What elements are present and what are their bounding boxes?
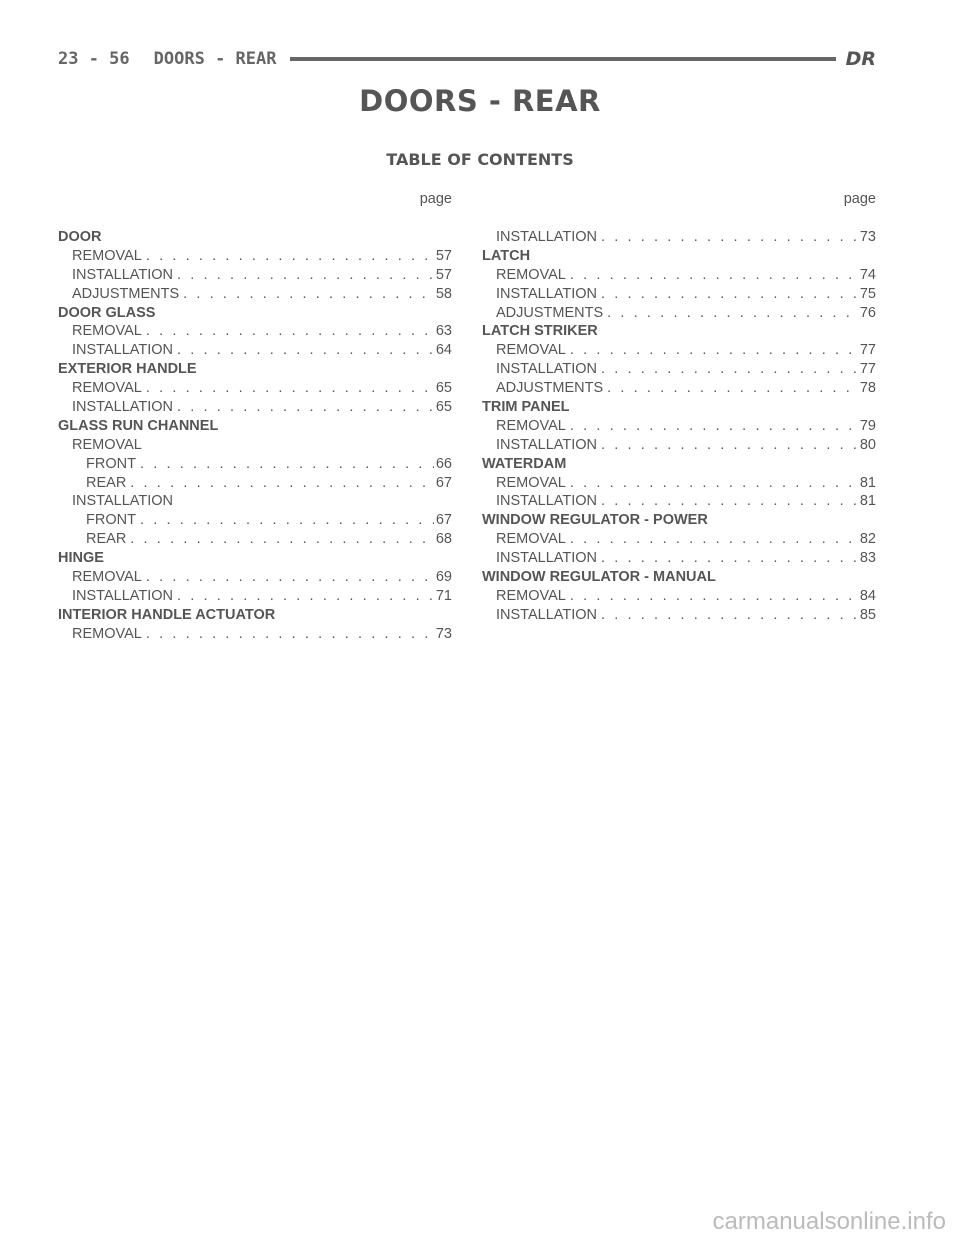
- toc-entry[interactable]: [58, 455, 452, 474]
- toc-section-heading: INTERIOR HANDLE ACTUATOR: [58, 606, 276, 623]
- toc-entry-label: INSTALLATION: [496, 285, 597, 302]
- toc-entry[interactable]: [58, 379, 452, 398]
- toc-entry-page: 84: [859, 587, 876, 604]
- dot-leader: [597, 285, 858, 304]
- toc-section-heading: EXTERIOR HANDLE: [58, 361, 197, 378]
- dot-leader: [603, 304, 858, 323]
- toc-section-heading: DOOR GLASS: [58, 304, 156, 321]
- toc-entry-label: INSTALLATION: [496, 361, 597, 378]
- toc-entry-page: 79: [859, 417, 876, 434]
- toc-entry-label: INSTALLATION: [72, 399, 173, 416]
- toc-entry[interactable]: [482, 228, 876, 247]
- toc-entry-label: INSTALLATION: [72, 342, 173, 359]
- toc-entry-page: 67: [435, 512, 452, 529]
- toc-entry[interactable]: [482, 285, 876, 304]
- toc-entry[interactable]: [482, 606, 876, 625]
- toc-entry-page: 57: [435, 266, 452, 283]
- dot-leader: [597, 360, 858, 379]
- toc-entry[interactable]: [482, 379, 876, 398]
- dot-leader: [173, 341, 434, 360]
- page-column-label: page: [843, 191, 876, 207]
- toc-section-heading: DOOR: [58, 229, 102, 245]
- toc-section-heading: TRIM PANEL: [482, 399, 570, 416]
- dot-leader: [566, 417, 858, 436]
- toc-subheading: INSTALLATION: [72, 493, 173, 510]
- toc-entry-page: 65: [435, 399, 452, 416]
- toc-title: TABLE OF CONTENTS: [386, 150, 574, 169]
- toc-entry[interactable]: [482, 474, 876, 493]
- toc-entry[interactable]: [58, 511, 452, 530]
- toc-entry-label: INSTALLATION: [72, 587, 173, 604]
- toc-entry[interactable]: [482, 266, 876, 285]
- toc-entry-label: INSTALLATION: [496, 229, 597, 245]
- header-rule: [290, 57, 835, 61]
- dot-leader: [597, 228, 858, 247]
- toc-entry-page: 57: [435, 247, 452, 264]
- header-section-title: DOORS - REAR: [153, 49, 277, 69]
- page-title: DOORS - REAR: [359, 84, 601, 118]
- dot-leader: [597, 549, 858, 568]
- dot-leader: [566, 266, 858, 285]
- toc-entry-page: 64: [435, 342, 452, 359]
- page-column-label: page: [419, 191, 452, 207]
- toc-entry[interactable]: [58, 285, 452, 304]
- toc-entry-label: REMOVAL: [496, 266, 566, 283]
- toc-entry-page: 76: [859, 304, 876, 321]
- toc-entry[interactable]: [58, 341, 452, 360]
- dot-leader: [142, 568, 434, 587]
- toc-entry-label: REAR: [86, 474, 127, 491]
- toc-entry[interactable]: [58, 568, 452, 587]
- toc-entry-page: 65: [435, 380, 452, 397]
- toc-entry-page: 71: [435, 587, 452, 604]
- toc-entry-page: 67: [435, 474, 452, 491]
- toc-entry[interactable]: [482, 549, 876, 568]
- dot-leader: [566, 474, 858, 493]
- dot-leader: [126, 474, 434, 493]
- dot-leader: [142, 379, 434, 398]
- dot-leader: [126, 530, 434, 549]
- dot-leader: [566, 530, 858, 549]
- dot-leader: [142, 247, 434, 266]
- toc-entry-page: 58: [435, 285, 452, 302]
- toc-entry-label: INSTALLATION: [496, 493, 597, 510]
- dot-leader: [173, 398, 434, 417]
- dot-leader: [136, 455, 434, 474]
- toc-entry-page: 78: [859, 380, 876, 397]
- dot-leader: [603, 379, 858, 398]
- toc-entry-label: ADJUSTMENTS: [496, 304, 604, 321]
- toc-entry-page: 73: [859, 229, 876, 245]
- toc-entry-page: 80: [859, 436, 876, 453]
- toc-entry-label: REMOVAL: [72, 247, 142, 264]
- toc-entry[interactable]: [482, 360, 876, 379]
- toc-entry-label: REMOVAL: [72, 380, 142, 397]
- toc-entry[interactable]: [482, 417, 876, 436]
- toc-section-heading: WINDOW REGULATOR - POWER: [482, 512, 708, 529]
- toc-entry[interactable]: [482, 341, 876, 360]
- toc-entry[interactable]: [58, 530, 452, 549]
- toc-entry-label: FRONT: [86, 455, 136, 472]
- toc-section-heading: WATERDAM: [482, 455, 567, 472]
- toc-entry-label: INSTALLATION: [72, 266, 173, 283]
- toc-entry-page: 69: [435, 569, 452, 586]
- toc-entry-label: REAR: [86, 531, 127, 548]
- toc-entry-page: 83: [859, 550, 876, 567]
- toc-entry-label: REMOVAL: [72, 323, 142, 340]
- toc-entry-label: INSTALLATION: [496, 550, 597, 567]
- toc-list-right: [482, 228, 876, 625]
- toc-entry-page: 68: [435, 531, 452, 548]
- dot-leader: [173, 587, 434, 606]
- toc-entry[interactable]: [482, 530, 876, 549]
- toc-entry-page: 77: [859, 342, 876, 359]
- dot-leader: [597, 436, 858, 455]
- toc-entry-label: REMOVAL: [496, 342, 566, 359]
- dot-leader: [179, 285, 434, 304]
- dot-leader: [597, 606, 858, 625]
- toc-entry-page: 85: [859, 606, 876, 623]
- toc-entry[interactable]: [482, 436, 876, 455]
- dot-leader: [566, 587, 858, 606]
- dot-leader: [173, 266, 434, 285]
- toc-entry[interactable]: [58, 322, 452, 341]
- toc-entry-label: REMOVAL: [496, 417, 566, 434]
- running-header: [58, 44, 876, 74]
- toc-entry-label: REMOVAL: [496, 531, 566, 548]
- toc-entry-page: 74: [859, 266, 876, 283]
- dot-leader: [142, 625, 434, 644]
- dot-leader: [142, 322, 434, 341]
- toc-entry[interactable]: [482, 492, 876, 511]
- toc-entry[interactable]: [58, 398, 452, 417]
- toc-section-heading: HINGE: [58, 550, 104, 567]
- toc-entry-label: REMOVAL: [496, 587, 566, 604]
- toc-column-right: [482, 189, 876, 625]
- toc-entry-page: 75: [859, 285, 876, 302]
- toc-section-heading: LATCH STRIKER: [482, 323, 598, 340]
- toc-entry-label: REMOVAL: [72, 569, 142, 586]
- toc-entry-label: ADJUSTMENTS: [72, 285, 180, 302]
- toc-entry[interactable]: [58, 625, 452, 644]
- dot-leader: [566, 341, 858, 360]
- toc-entry[interactable]: [58, 587, 452, 606]
- toc-entry-label: INSTALLATION: [496, 606, 597, 623]
- toc-entry-page: 81: [859, 474, 876, 491]
- toc-entry-label: ADJUSTMENTS: [496, 380, 604, 397]
- toc-section-heading: WINDOW REGULATOR - MANUAL: [482, 569, 716, 586]
- toc-entry[interactable]: [58, 266, 452, 285]
- toc-entry[interactable]: [58, 474, 452, 493]
- toc-subheading: REMOVAL: [72, 436, 142, 453]
- toc-entry[interactable]: [482, 587, 876, 606]
- toc-section-heading: LATCH: [482, 247, 531, 264]
- dot-leader: [136, 511, 434, 530]
- header-model-code: DR: [845, 48, 876, 70]
- dot-leader: [597, 492, 858, 511]
- watermark: carmanualsonline.info: [712, 1208, 946, 1235]
- toc-entry-page: 81: [859, 493, 876, 510]
- toc-section-heading: GLASS RUN CHANNEL: [58, 417, 219, 434]
- header-page-number: 23 - 56: [58, 49, 130, 69]
- toc-entry-page: 82: [859, 531, 876, 548]
- toc-entry-page: 73: [435, 625, 452, 642]
- toc-column-left: [58, 189, 452, 644]
- toc-entry-label: REMOVAL: [496, 474, 566, 491]
- toc-list-left: [58, 228, 452, 644]
- toc-entry-page: 63: [435, 323, 452, 340]
- toc-entry[interactable]: [482, 304, 876, 323]
- toc-entry-label: INSTALLATION: [496, 436, 597, 453]
- toc-entry-label: REMOVAL: [72, 625, 142, 642]
- toc-entry-label: FRONT: [86, 512, 136, 529]
- toc-entry[interactable]: [58, 247, 452, 266]
- toc-entry-page: 66: [435, 455, 452, 472]
- toc-entry-page: 77: [859, 361, 876, 378]
